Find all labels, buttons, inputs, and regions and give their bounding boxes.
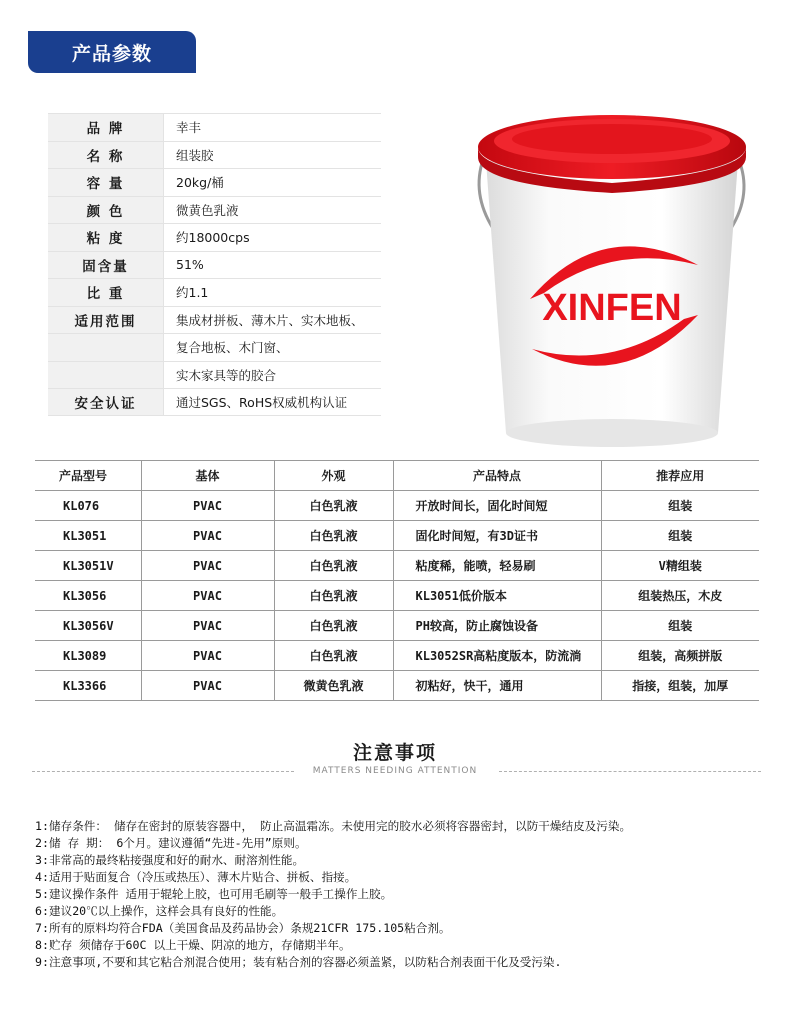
spec-value: 实木家具等的胶合 (176, 367, 277, 383)
column-header: 产品型号 (35, 461, 141, 491)
table-cell: KL3051V (35, 551, 141, 581)
column-header: 基体 (141, 461, 274, 491)
spec-table (48, 113, 381, 416)
table-cell: PVAC (141, 641, 274, 671)
spec-label: 名 称 (48, 142, 164, 169)
list-item (35, 852, 770, 869)
product-bucket-image (462, 103, 762, 455)
list-item (35, 869, 770, 886)
table-cell: PVAC (141, 611, 274, 641)
spec-label (48, 334, 164, 361)
spec-label: 固含量 (48, 252, 164, 279)
table-cell: KL3366 (35, 671, 141, 701)
table-cell: 白色乳液 (274, 641, 393, 671)
table-cell: KL3089 (35, 641, 141, 671)
spec-row (48, 168, 381, 196)
spec-row (48, 223, 381, 251)
section-title: 产品参数 (71, 42, 152, 65)
list-item (35, 886, 770, 903)
table-cell: 组装，高频拼版 (601, 641, 759, 671)
table-cell: 组装 (601, 611, 759, 641)
column-header: 外观 (274, 461, 393, 491)
spec-value: 20kg/桶 (176, 175, 224, 191)
spec-label: 比 重 (48, 279, 164, 306)
list-item (35, 835, 770, 852)
spec-row (48, 251, 381, 279)
table-cell: 白色乳液 (274, 611, 393, 641)
table-row (35, 521, 759, 551)
list-item-text: 非常高的最终粘接强度和好的耐水、耐溶剂性能。 (49, 853, 305, 867)
list-item (35, 920, 770, 937)
list-item (35, 937, 770, 954)
table-cell: PH较高，防止腐蚀设备 (393, 611, 601, 641)
notice-title: 注意事项 (352, 742, 437, 764)
spec-value: 幸丰 (176, 120, 202, 136)
bucket-brand-text: XINFEN (542, 287, 682, 329)
list-item-number: 4: (35, 870, 49, 884)
spec-label: 适用范围 (48, 307, 164, 334)
table-cell: 白色乳液 (274, 491, 393, 521)
spec-value: 通过SGS、RoHS权威机构认证 (176, 394, 348, 410)
list-item (35, 954, 770, 971)
table-cell: 开放时间长，固化时间短 (393, 491, 601, 521)
list-item-text: 建议20℃以上操作，这样会具有良好的性能。 (49, 904, 284, 918)
list-item-text: 所有的原料均符合FDA（美国食品及药品协会）条规21CFR 175.105粘合剂。 (49, 921, 451, 935)
table-cell: PVAC (141, 521, 274, 551)
spec-label: 品 牌 (48, 114, 164, 141)
spec-value: 约18000cps (176, 230, 250, 246)
list-item-text: 储存条件： 储存在密封的原装容器中， 防止高温霜冻。未使用完的胶水必须将容器密封，以防干燥结皮及污染。 (49, 819, 632, 833)
spec-label: 颜 色 (48, 197, 164, 224)
list-item-text: 注意事项,不要和其它粘合剂混合使用；装有粘合剂的容器必须盖紧，以防粘合剂表面干化及受污染. (49, 955, 562, 969)
spec-row (48, 361, 381, 389)
list-item-number: 6: (35, 904, 49, 918)
table-cell: 白色乳液 (274, 551, 393, 581)
list-item-text: 储 存 期： 6个月。建议遵循“先进-先用”原则。 (49, 836, 307, 850)
spec-row (48, 196, 381, 224)
spec-row (48, 306, 381, 334)
table-row (35, 611, 759, 641)
table-cell: KL076 (35, 491, 141, 521)
table-cell: V精组装 (601, 551, 759, 581)
spec-label (48, 362, 164, 389)
spec-label: 安全认证 (48, 389, 164, 415)
spec-value: 组装胶 (176, 147, 214, 163)
table-cell: 粘度稀，能喷，轻易刷 (393, 551, 601, 581)
table-cell: PVAC (141, 551, 274, 581)
table-cell: PVAC (141, 491, 274, 521)
table-cell: KL3051低价版本 (393, 581, 601, 611)
spec-row (48, 278, 381, 306)
table-cell: PVAC (141, 671, 274, 701)
list-item-number: 2: (35, 836, 49, 850)
table-cell: 白色乳液 (274, 581, 393, 611)
spec-value: 51% (176, 257, 204, 273)
table-cell: 组装 (601, 521, 759, 551)
spec-label: 容 量 (48, 169, 164, 196)
spec-row (48, 333, 381, 361)
table-cell: 组装 (601, 491, 759, 521)
table-cell: KL3056V (35, 611, 141, 641)
list-item-number: 3: (35, 853, 49, 867)
notice-subtitle: MATTERS NEEDING ATTENTION (312, 766, 478, 776)
list-item-number: 1: (35, 819, 49, 833)
table-cell: KL3052SR高粘度版本，防流淌 (393, 641, 601, 671)
column-header: 产品特点 (393, 461, 601, 491)
spec-value: 微黄色乳液 (176, 202, 239, 218)
product-table (35, 460, 759, 701)
spec-row (48, 141, 381, 169)
list-item-number: 5: (35, 887, 49, 901)
list-item (35, 903, 770, 920)
column-header: 推荐应用 (601, 461, 759, 491)
notice-list (35, 818, 770, 971)
spec-row (48, 113, 381, 141)
list-item-text: 贮存 须储存于60C 以上干燥、阴凉的地方，存储期半年。 (49, 938, 351, 952)
spec-row (48, 388, 381, 416)
section-title-tab (28, 31, 196, 73)
spec-value: 约1.1 (176, 285, 209, 301)
list-item-text: 适用于贴面复合（冷压或热压）、薄木片贴合、拼板、指接。 (49, 870, 357, 884)
table-row (35, 491, 759, 521)
spec-value: 复合地板、木门窗、 (176, 340, 289, 356)
table-cell: KL3051 (35, 521, 141, 551)
table-cell: 组装热压，木皮 (601, 581, 759, 611)
table-cell: 微黄色乳液 (274, 671, 393, 701)
table-cell: 白色乳液 (274, 521, 393, 551)
table-cell: KL3056 (35, 581, 141, 611)
table-row (35, 551, 759, 581)
list-item-number: 7: (35, 921, 49, 935)
list-item (35, 818, 770, 835)
list-item-text: 建议操作条件 适用于辊轮上胶，也可用毛刷等一般手工操作上胶。 (49, 887, 393, 901)
table-cell: 初粘好，快干，通用 (393, 671, 601, 701)
list-item-number: 9: (35, 955, 49, 969)
table-row (35, 641, 759, 671)
table-cell: PVAC (141, 581, 274, 611)
table-row (35, 581, 759, 611)
table-cell: 固化时间短，有3D证书 (393, 521, 601, 551)
list-item-number: 8: (35, 938, 49, 952)
table-cell: 指接，组装，加厚 (601, 671, 759, 701)
table-header-row (35, 461, 759, 491)
table-row (35, 671, 759, 701)
spec-label: 粘 度 (48, 224, 164, 251)
spec-value: 集成材拼板、薄木片、实木地板、 (176, 312, 364, 328)
